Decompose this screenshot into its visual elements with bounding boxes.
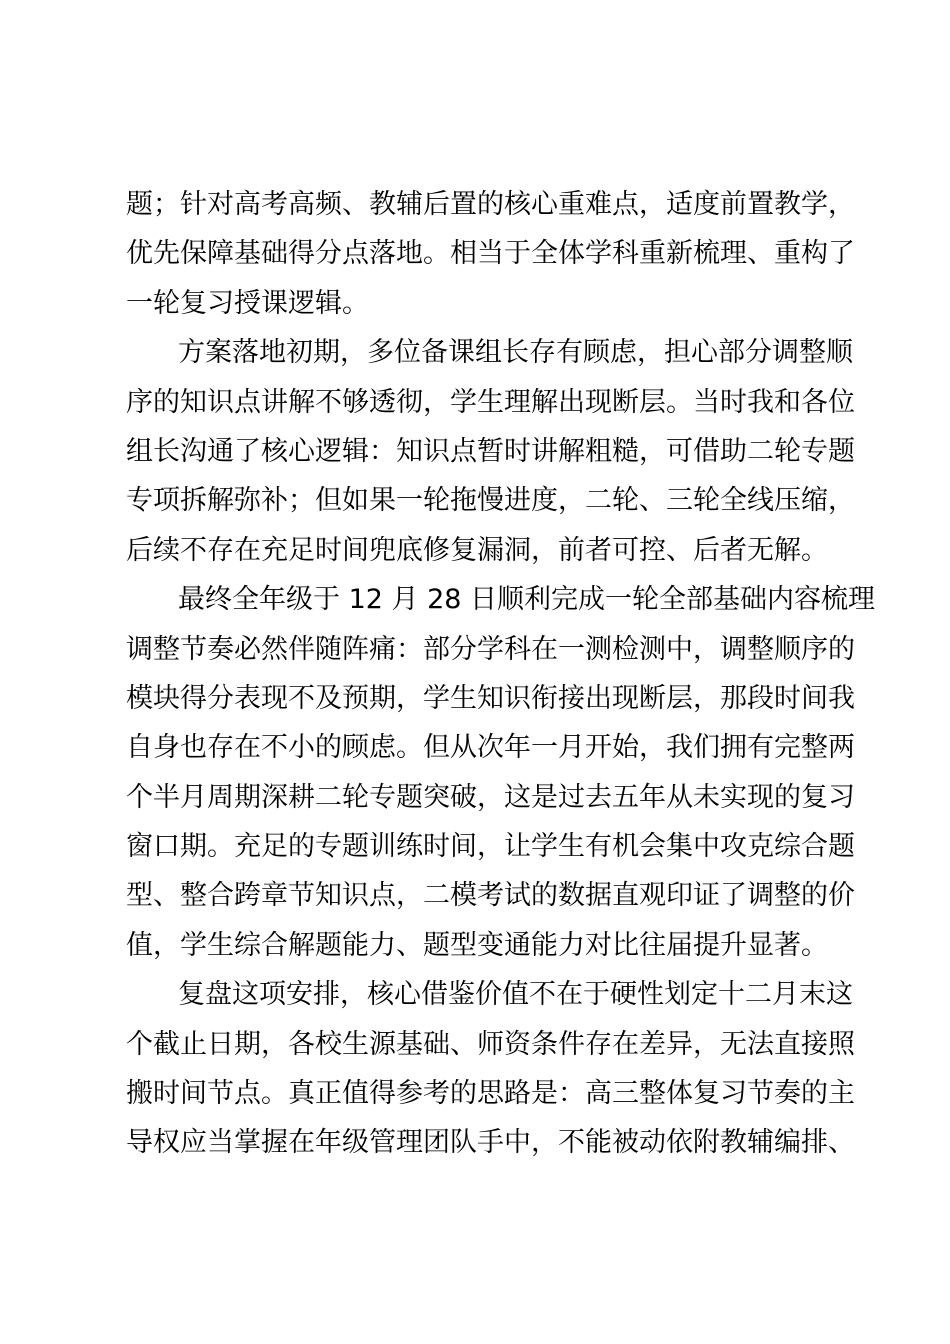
- paragraph-3: [126, 575, 876, 970]
- text-line: 窗口期。充足的专题训练时间，让学生有机会集中攻克综合题: [126, 831, 855, 863]
- text-line: 专项拆解弥补；但如果一轮拖慢进度，二轮、三轮全线压缩，: [126, 485, 855, 517]
- text-line: 值，学生综合解题能力、题型变通能力对比往届提升显著。: [126, 929, 828, 961]
- text-line: 搬时间节点。真正值得参考的思路是：高三整体复习节奏的主: [126, 1078, 855, 1110]
- text-line: 一轮复习授课逻辑。: [126, 287, 369, 319]
- text-line: 题；针对高考高频、教辅后置的核心重难点，适度前置教学，: [126, 189, 855, 220]
- text-line: 序的知识点讲解不够透彻，学生理解出现断层。当时我和各位: [126, 386, 855, 418]
- paragraph-4: [126, 970, 855, 1168]
- text-line: 复盘这项安排，核心借鉴价值不在于硬性划定十二月末这: [178, 979, 853, 1011]
- paragraph-1: [126, 180, 855, 328]
- text-line: 个半月周期深耕二轮专题突破，这是过去五年从未实现的复习: [126, 781, 855, 813]
- text-line: 模块得分表现不及预期，学生知识衔接出现断层，那段时间我: [126, 682, 855, 714]
- text-line: 方案落地初期，多位备课组长存有顾虑，担心部分调整顺: [178, 337, 853, 369]
- text-line: 自身也存在不小的顾虑。但从次年一月开始，我们拥有完整两: [126, 732, 855, 764]
- text-line: 个截止日期，各校生源基础、师资条件存在差异，无法直接照: [126, 1028, 855, 1060]
- paragraph-2: [126, 328, 855, 575]
- text-line: 最终全年级于 12 月 28 日顺利完成一轮全部基础内容梳理: [178, 584, 876, 616]
- text-line: 优先保障基础得分点落地。相当于全体学科重新梳理、重构了: [126, 238, 855, 270]
- text-line: 调整节奏必然伴随阵痛：部分学科在一测检测中，调整顺序的: [126, 633, 855, 665]
- text-line: 组长沟通了核心逻辑：知识点暂时讲解粗糙，可借助二轮专题: [126, 435, 855, 467]
- document-body: [126, 180, 876, 1168]
- text-line: 导权应当掌握在年级管理团队手中，不能被动依附教辅编排、: [126, 1127, 855, 1159]
- text-line: 后续不存在充足时间兜底修复漏洞，前者可控、后者无解。: [126, 534, 828, 566]
- text-line: 型、整合跨章节知识点，二模考试的数据直观印证了调整的价: [126, 880, 855, 912]
